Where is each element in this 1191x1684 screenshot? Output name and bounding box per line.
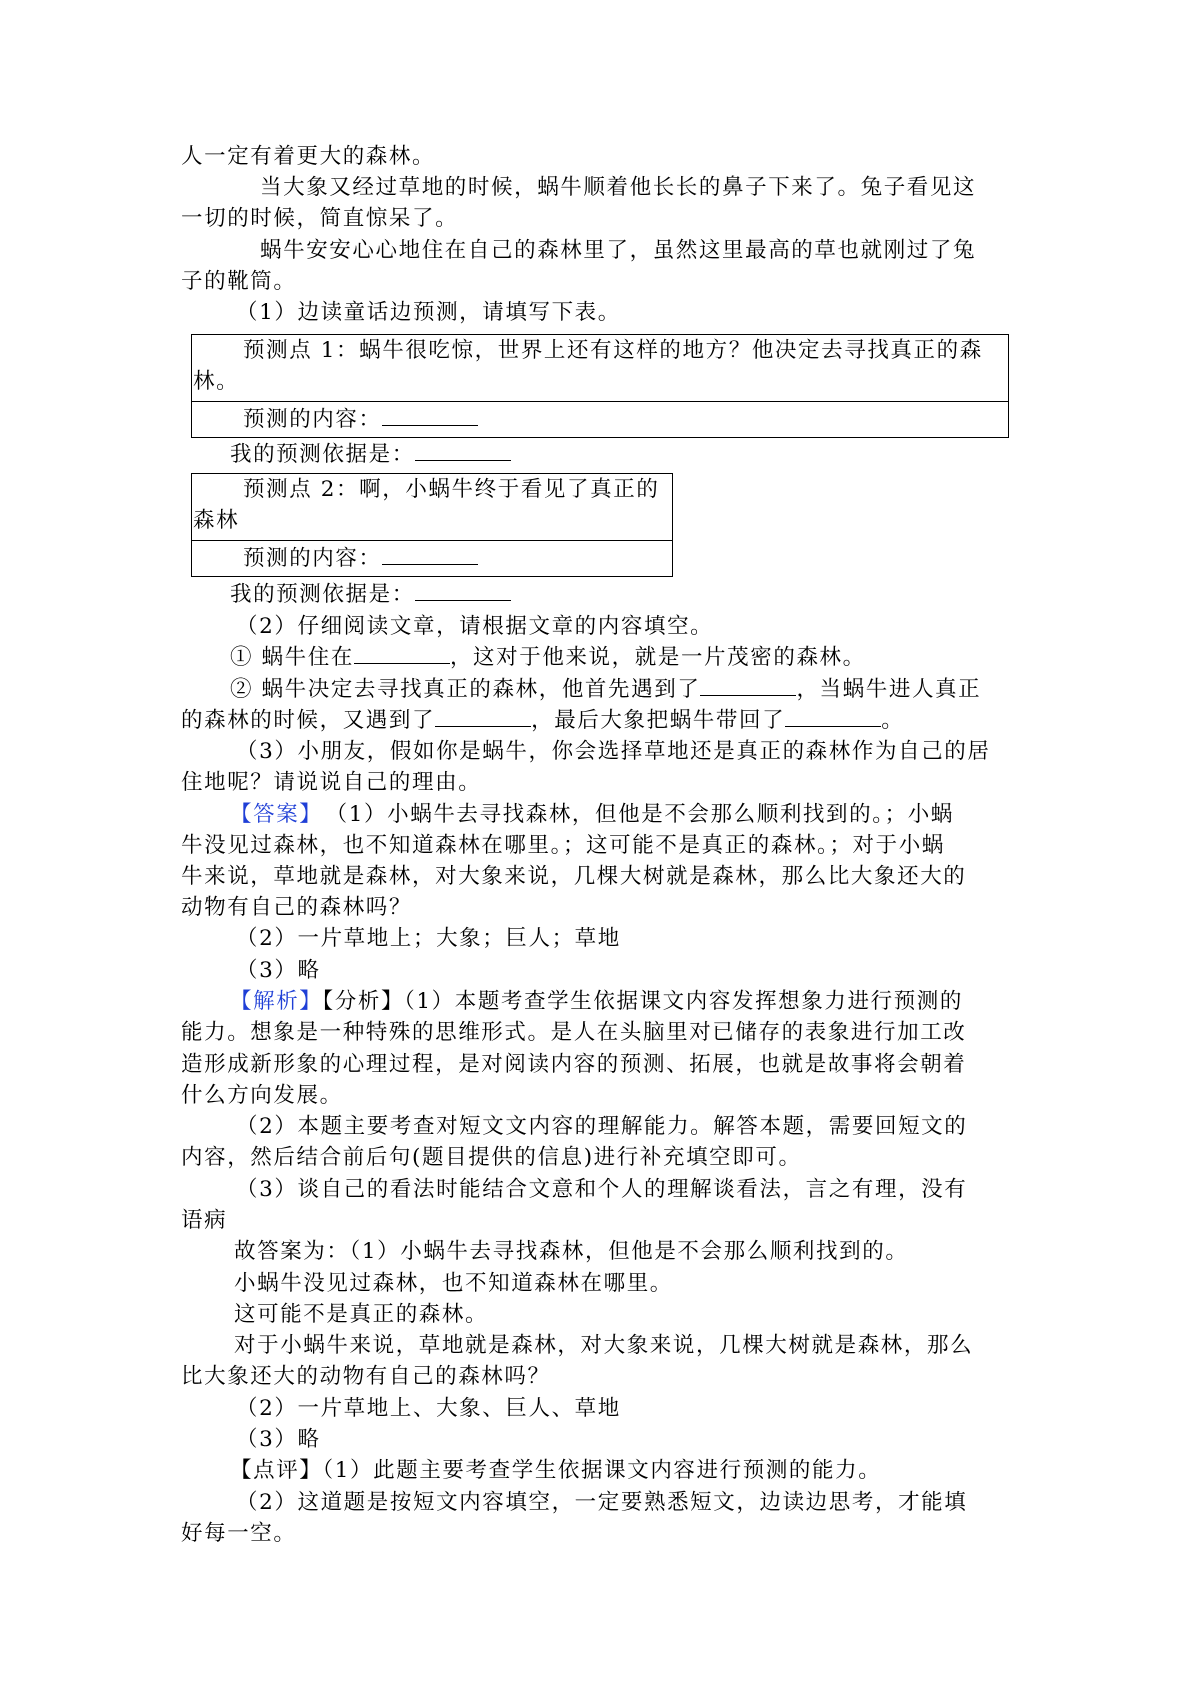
story-line: 人一定有着更大的森林。 [181,144,436,169]
answer-line: 牛没见过森林，也不知道森林在哪里。；这可能不是真正的森林。；对于小蜗 [181,833,945,858]
question-2-item-2 [230,675,981,705]
analysis-line: 这可能不是真正的森林。 [234,1302,489,1327]
item-text: 。 [881,708,905,733]
basis-label: 我的预测依据是： [230,442,415,467]
question-2-item-1 [230,643,866,673]
answer-blank[interactable] [415,580,511,601]
prediction-point-1-cont: 林。 [193,369,240,394]
item-text: ，最后大象把蜗牛带回了 [531,708,786,733]
item-text: 的森林的时候，又遇到了 [181,708,436,733]
story-line: 子的靴筒。 [181,269,297,294]
answer-line: （3）略 [236,958,321,983]
prediction-table-1 [191,334,1009,438]
answer-line: 动物有自己的森林吗？ [181,895,413,920]
prediction-basis-2[interactable] [230,580,511,610]
answer-line [230,800,954,830]
prediction-content-row-2 [192,540,672,577]
analysis-line: 比大象还大的动物有自己的森林吗？ [181,1364,551,1389]
analysis-line: 内容，然后结合前后句(题目提供的信息)进行补充填空即可。 [181,1145,802,1170]
analysis-line: （3）谈自己的看法时能结合文意和个人的理解谈看法，言之有理，没有 [236,1177,968,1202]
analysis-line: 小蜗牛没见过森林，也不知道森林在哪里。 [234,1271,673,1296]
item-text: ② 蜗牛决定去寻找真正的森林，他首先遇到了 [230,677,701,702]
question-1-prompt: （1）边读童话边预测，请填写下表。 [236,300,621,325]
analysis-tag: 【解析】 [230,989,323,1014]
answer-line: 牛来说，草地就是森林，对大象来说，几棵大树就是森林，那么比大象还大的 [181,864,967,889]
analysis-line: （2）本题主要考查对短文文内容的理解能力。解答本题，需要回短文的 [236,1114,968,1139]
analysis-line: 造形成新形象的心理过程，是对阅读内容的预测、拓展，也就是故事将会朝着 [181,1052,967,1077]
story-line: 当大象又经过草地的时候，蜗牛顺着他长长的鼻子下来了。兔子看见这 [260,175,977,200]
analysis-line: 对于小蜗牛来说，草地就是森林，对大象来说，几棵大树就是森林，那么 [234,1333,974,1358]
prediction-content-field[interactable] [243,544,478,574]
comment-line: （2）这道题是按短文内容填空，一定要熟悉短文，边读边思考，才能填 [236,1490,968,1515]
answer-blank[interactable] [415,440,511,461]
answer-blank[interactable] [382,544,478,565]
question-2-prompt: （2）仔细阅读文章，请根据文章的内容填空。 [236,614,714,639]
prediction-table-2 [191,473,673,577]
story-line: 蜗牛安安心心地住在自己的森林里了，虽然这里最高的草也就刚过了兔 [260,238,977,263]
analysis-line: 故答案为：（1）小蜗牛去寻找森林，但他是不会那么顺利找到的。 [234,1239,909,1264]
analysis-line: （2）一片草地上、大象、巨人、草地 [236,1396,621,1421]
basis-label: 我的预测依据是： [230,582,415,607]
analysis-line: 什么方向发展。 [181,1083,343,1108]
item-text: ，这对于他来说，就是一片茂密的森林。 [449,645,866,670]
prediction-content-label: 预测的内容： [243,546,382,571]
analysis-line: 能力。想象是一种特殊的思维形式。是人在头脑里对已储存的表象进行加工改 [181,1020,967,1045]
answer-tag: 【答案】 [230,802,323,827]
question-3-prompt-cont: 住地呢？请说说自己的理由。 [181,770,482,795]
prediction-content-row-1 [192,401,1008,438]
answer-blank[interactable] [785,706,881,727]
question-3-prompt: （3）小朋友，假如你是蜗牛，你会选择草地还是真正的森林作为自己的居 [236,739,991,764]
analysis-text: 【分析】（1）本题考查学生依据课文内容发挥想象力进行预测的 [322,989,963,1014]
prediction-point-2-cont: 森林 [193,508,240,533]
analysis-line: 语病 [181,1208,228,1233]
prediction-basis-1[interactable] [230,440,511,470]
prediction-content-field[interactable] [243,405,478,435]
answer-blank[interactable] [700,675,796,696]
analysis-line: （3）略 [236,1427,321,1452]
answer-blank[interactable] [435,706,531,727]
item-text: ，当蜗牛进人真正 [796,677,982,702]
question-2-item-2-cont [181,706,904,736]
answer-blank[interactable] [382,405,478,426]
comment-line: 好每一空。 [181,1521,297,1546]
answer-text: （1）小蜗牛去寻找森林，但他是不会那么顺利找到的。；小蜗 [336,802,954,827]
comment-line: 【点评】（1）此题主要考查学生依据课文内容进行预测的能力。 [230,1458,882,1483]
answer-blank[interactable] [354,643,450,664]
prediction-point-1: 预测点 1：蜗牛很吃惊，世界上还有这样的地方？他决定去寻找真正的森 [243,338,983,363]
answer-line: （2）一片草地上；大象；巨人；草地 [236,926,621,951]
analysis-line [230,987,963,1017]
story-line: 一切的时候，简直惊呆了。 [181,206,459,231]
prediction-point-2: 预测点 2：啊，小蜗牛终于看见了真正的 [243,477,660,502]
prediction-content-label: 预测的内容： [243,407,382,432]
item-text: ① 蜗牛住在 [230,645,354,670]
